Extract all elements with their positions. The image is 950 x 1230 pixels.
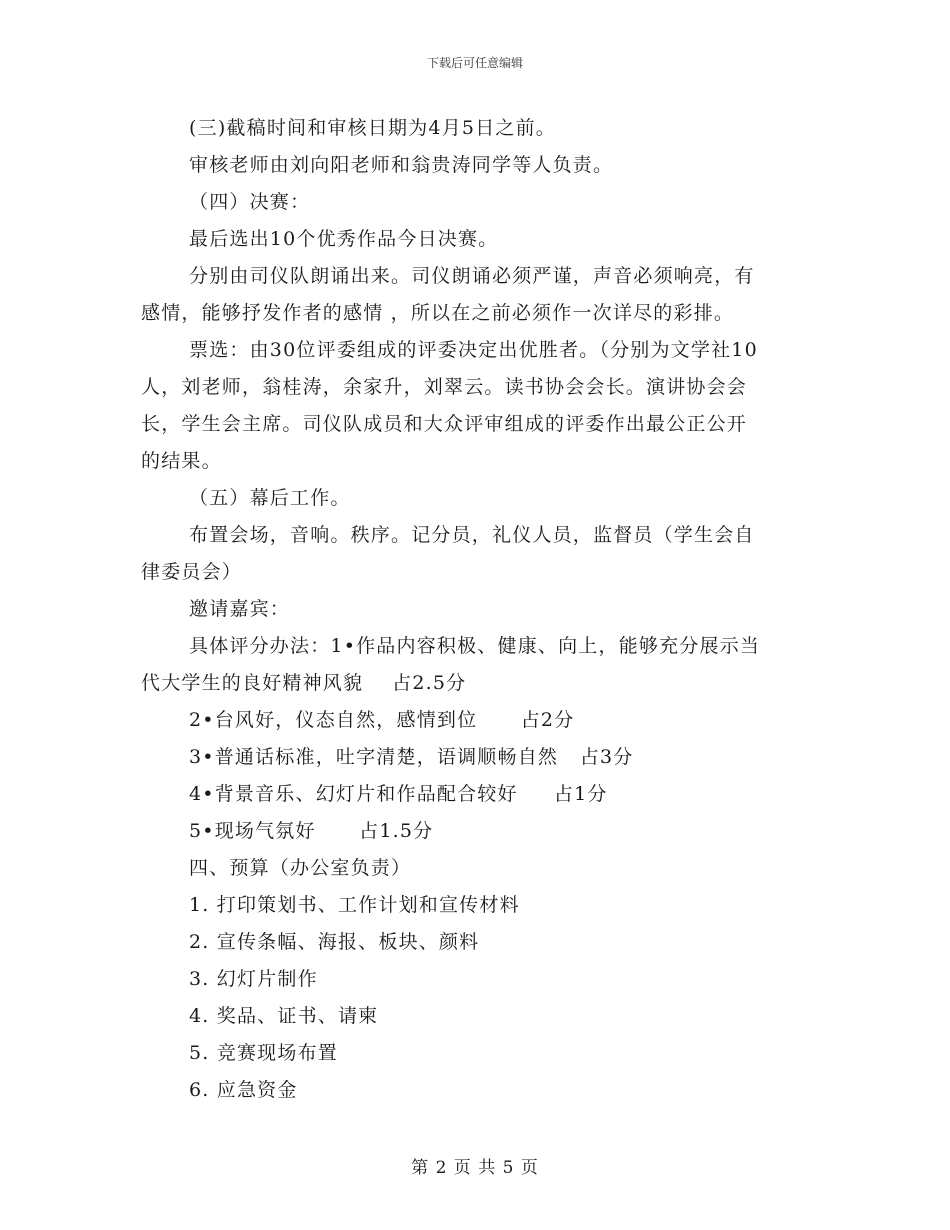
scoring-item: 3•普通话标准，吐字清楚，语调顺畅自然 占3分 <box>189 746 634 768</box>
text-line: 审核老师由刘向阳老师和翁贵涛同学等人负责。 <box>189 154 614 176</box>
budget-item: 1. 打印策划书、工作计划和宣传材料 <box>189 894 520 916</box>
budget-item: 3. 幻灯片制作 <box>189 968 318 990</box>
budget-item: 6. 应急资金 <box>189 1079 298 1101</box>
budget-item: 5. 竞赛现场布置 <box>189 1042 338 1064</box>
text-line: 的结果。 <box>141 450 222 472</box>
scoring-item: 具体评分办法：1•作品内容积极、健康、向上，能够充分展示当 <box>189 635 761 657</box>
section-heading: （五）幕后工作。 <box>189 487 351 509</box>
text-line: 律委员会） <box>141 561 243 583</box>
scoring-item: 5•现场气氛好 占1.5分 <box>189 820 434 842</box>
text-line: 邀请嘉宾： <box>189 598 291 620</box>
text-line: 最后选出10个优秀作品今日决赛。 <box>189 228 499 250</box>
budget-item: 2. 宣传条幅、海报、板块、颜料 <box>189 931 480 953</box>
document-body <box>141 110 811 1109</box>
scoring-item: 4•背景音乐、幻灯片和作品配合较好 占1分 <box>189 783 608 805</box>
scoring-item: 代大学生的良好精神风貌 占2.5分 <box>141 672 467 694</box>
text-line: 人，刘老师，翁桂涛，余家升，刘翠云。读书协会会长。演讲协会会 <box>141 376 748 398</box>
text-line: 分别由司仪队朗诵出来。司仪朗诵必须严谨，声音必须响亮，有 <box>189 265 755 287</box>
budget-item: 4. 奖品、证书、请柬 <box>189 1005 379 1027</box>
text-line: 感情，能够抒发作者的感情 ，所以在之前必须作一次详尽的彩排。 <box>141 302 735 324</box>
text-line: 布置会场，音响。秩序。记分员，礼仪人员，监督员（学生会自 <box>189 524 755 546</box>
text-line: 长，学生会主席。司仪队成员和大众评审组成的评委作出最公正公开 <box>141 413 748 435</box>
section-heading: （四）决赛： <box>189 191 311 213</box>
text-line: (三)截稿时间和审核日期为4月5日之前。 <box>189 117 557 139</box>
section-heading: 四、预算（办公室负责） <box>189 857 412 879</box>
scoring-item: 2•台风好，仪态自然，感情到位 占2分 <box>189 709 575 731</box>
page-header: 下载后可任意编辑 <box>426 56 523 70</box>
text-line: 票选：由30位评委组成的评委决定出优胜者。（分别为文学社10 <box>189 339 758 361</box>
page-footer: 第 2 页 共 5 页 <box>411 1158 539 1178</box>
